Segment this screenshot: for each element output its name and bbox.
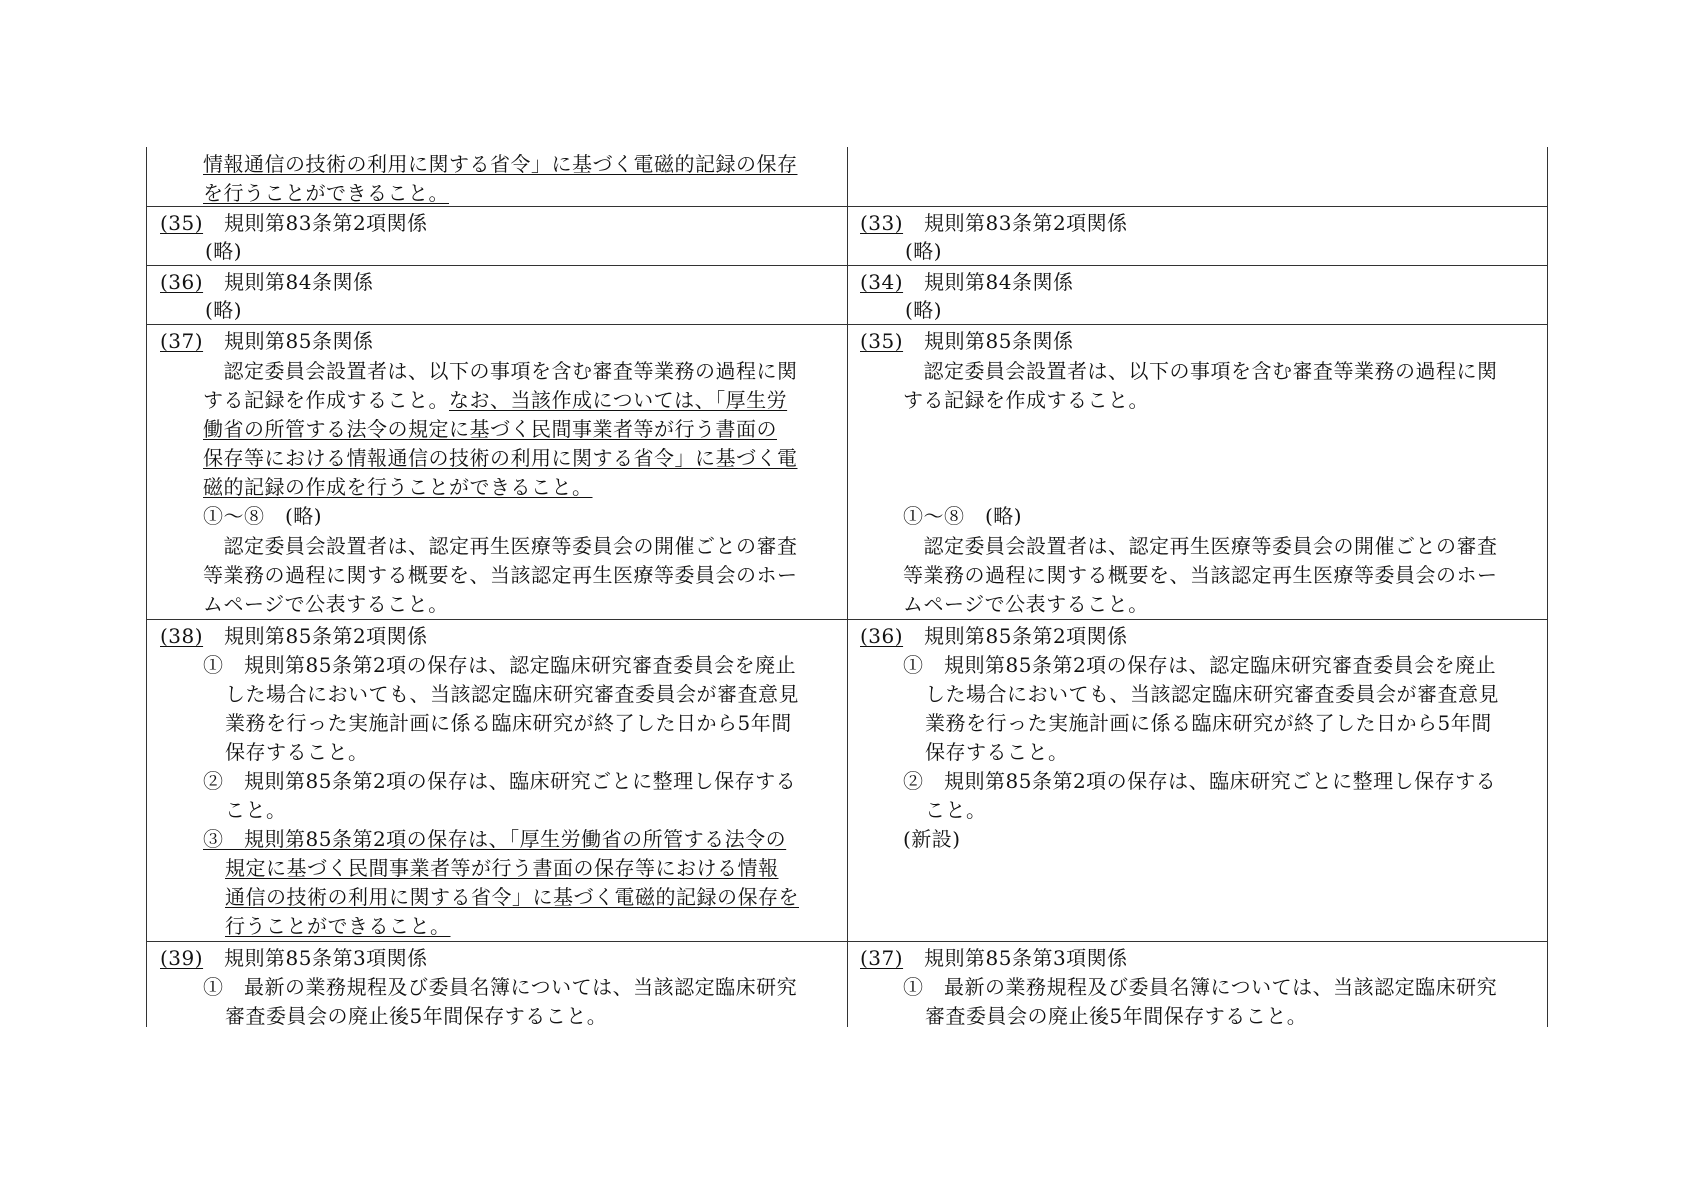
right-r36-number: (36) (860, 624, 904, 648)
left-r37-para1-line2b: なお、当該作成については、「厚生労 (449, 388, 788, 412)
right-r34-body: (略) (905, 298, 943, 322)
left-r38-item2-line2: こと。 (225, 798, 287, 822)
right-r37-item1-line1: ① 最新の業務規程及び委員名簿については、当該認定臨床研究 (903, 975, 1498, 999)
left-r38-item1-line3: 業務を行った実施計画に係る臨床研究が終了した日から5年間 (225, 711, 792, 735)
left-r35-number: (35) (160, 211, 204, 235)
right-r34-number: (34) (860, 270, 904, 294)
row-divider (146, 941, 1548, 942)
left-r38-number: (38) (160, 624, 204, 648)
right-r35-number: (35) (860, 329, 904, 353)
right-r37-title: 規則第85条第3項関係 (924, 946, 1128, 970)
right-r36-new: (新設) (903, 827, 961, 851)
left-r37-para1-line1: 認定委員会設置者は、以下の事項を含む審査等業務の過程に関 (203, 359, 798, 383)
left-r38-item1-line2: した場合においても、当該認定臨床研究審査委員会が審査意見 (225, 682, 799, 706)
left-r37-para1-line3: 働省の所管する法令の規定に基づく民間事業者等が行う書面の (203, 417, 777, 441)
left-r36-number: (36) (160, 270, 204, 294)
left-r36-title: 規則第84条関係 (224, 270, 374, 294)
row-divider (146, 324, 1548, 325)
right-r33-body: (略) (905, 239, 943, 263)
left-r37-para2-line1: 認定委員会設置者は、認定再生医療等委員会の開催ごとの審査 (203, 534, 798, 558)
right-r34-title: 規則第84条関係 (924, 270, 1074, 294)
left-top-line-2: を行うことができること。 (203, 181, 449, 205)
table-border-right (1547, 147, 1548, 1027)
row-divider (146, 619, 1548, 620)
left-r37-para1-line5: 磁的記録の作成を行うことができること。 (203, 475, 593, 499)
left-r37-para1-line2a: する記録を作成すること。 (203, 388, 449, 412)
right-r35-para1-line1: 認定委員会設置者は、以下の事項を含む審査等業務の過程に関 (903, 359, 1498, 383)
row-divider (146, 206, 1548, 207)
right-r33-title: 規則第83条第2項関係 (924, 211, 1128, 235)
right-r37-item1-line2: 審査委員会の廃止後5年間保存すること。 (925, 1004, 1308, 1028)
left-r35-title: 規則第83条第2項関係 (224, 211, 428, 235)
left-r38-item3-line4: 行うことができること。 (225, 914, 451, 938)
left-r37-para2-line3: ムページで公表すること。 (203, 592, 449, 616)
left-r35-body: (略) (205, 239, 243, 263)
right-r35-para2-line1: 認定委員会設置者は、認定再生医療等委員会の開催ごとの審査 (903, 534, 1498, 558)
left-r38-item3-line1: ③ 規則第85条第2項の保存は、「厚生労働省の所管する法令の (203, 827, 787, 851)
left-r38-item3-line3: 通信の技術の利用に関する省令」に基づく電磁的記録の保存を (225, 885, 799, 909)
left-r38-item2-line1: ② 規則第85条第2項の保存は、臨床研究ごとに整理し保存する (203, 769, 797, 793)
right-r36-item2-line2: こと。 (925, 798, 987, 822)
right-r36-title: 規則第85条第2項関係 (924, 624, 1128, 648)
left-r37-para1-line2 (203, 390, 787, 410)
left-r39-title: 規則第85条第3項関係 (224, 946, 428, 970)
left-r37-para1-line4: 保存等における情報通信の技術の利用に関する省令」に基づく電 (203, 446, 798, 470)
right-r35-para2-line3: ムページで公表すること。 (903, 592, 1149, 616)
right-r35-items: ①～⑧ (略) (903, 504, 1023, 528)
right-r36-item1-line1: ① 規則第85条第2項の保存は、認定臨床研究審査委員会を廃止 (903, 653, 1497, 677)
right-r33-number: (33) (860, 211, 904, 235)
right-r36-item1-line2: した場合においても、当該認定臨床研究審査委員会が審査意見 (925, 682, 1499, 706)
left-r38-item1-line1: ① 規則第85条第2項の保存は、認定臨床研究審査委員会を廃止 (203, 653, 797, 677)
table-border-left (146, 147, 147, 1027)
left-r38-item1-line4: 保存すること。 (225, 740, 369, 764)
right-r37-number: (37) (860, 946, 904, 970)
left-r39-item1-line1: ① 最新の業務規程及び委員名簿については、当該認定臨床研究 (203, 975, 798, 999)
row-divider (146, 265, 1548, 266)
right-r36-item1-line4: 保存すること。 (925, 740, 1069, 764)
left-top-line-1: 情報通信の技術の利用に関する省令」に基づく電磁的記録の保存 (203, 152, 798, 176)
left-r38-title: 規則第85条第2項関係 (224, 624, 428, 648)
left-r38-item3-line2: 規定に基づく民間事業者等が行う書面の保存等における情報 (225, 856, 779, 880)
left-r37-items: ①～⑧ (略) (203, 504, 323, 528)
left-r36-body: (略) (205, 298, 243, 322)
right-r36-item1-line3: 業務を行った実施計画に係る臨床研究が終了した日から5年間 (925, 711, 1492, 735)
left-r39-number: (39) (160, 946, 204, 970)
right-r36-item2-line1: ② 規則第85条第2項の保存は、臨床研究ごとに整理し保存する (903, 769, 1497, 793)
left-r37-para2-line2: 等業務の過程に関する概要を、当該認定再生医療等委員会のホー (203, 563, 798, 587)
left-r37-number: (37) (160, 329, 204, 353)
left-r39-item1-line2: 審査委員会の廃止後5年間保存すること。 (225, 1004, 608, 1028)
right-r35-para1-line2: する記録を作成すること。 (903, 388, 1149, 412)
right-r35-title: 規則第85条関係 (924, 329, 1074, 353)
table-border-middle (847, 147, 848, 1027)
right-r35-para2-line2: 等業務の過程に関する概要を、当該認定再生医療等委員会のホー (903, 563, 1498, 587)
left-r37-title: 規則第85条関係 (224, 329, 374, 353)
